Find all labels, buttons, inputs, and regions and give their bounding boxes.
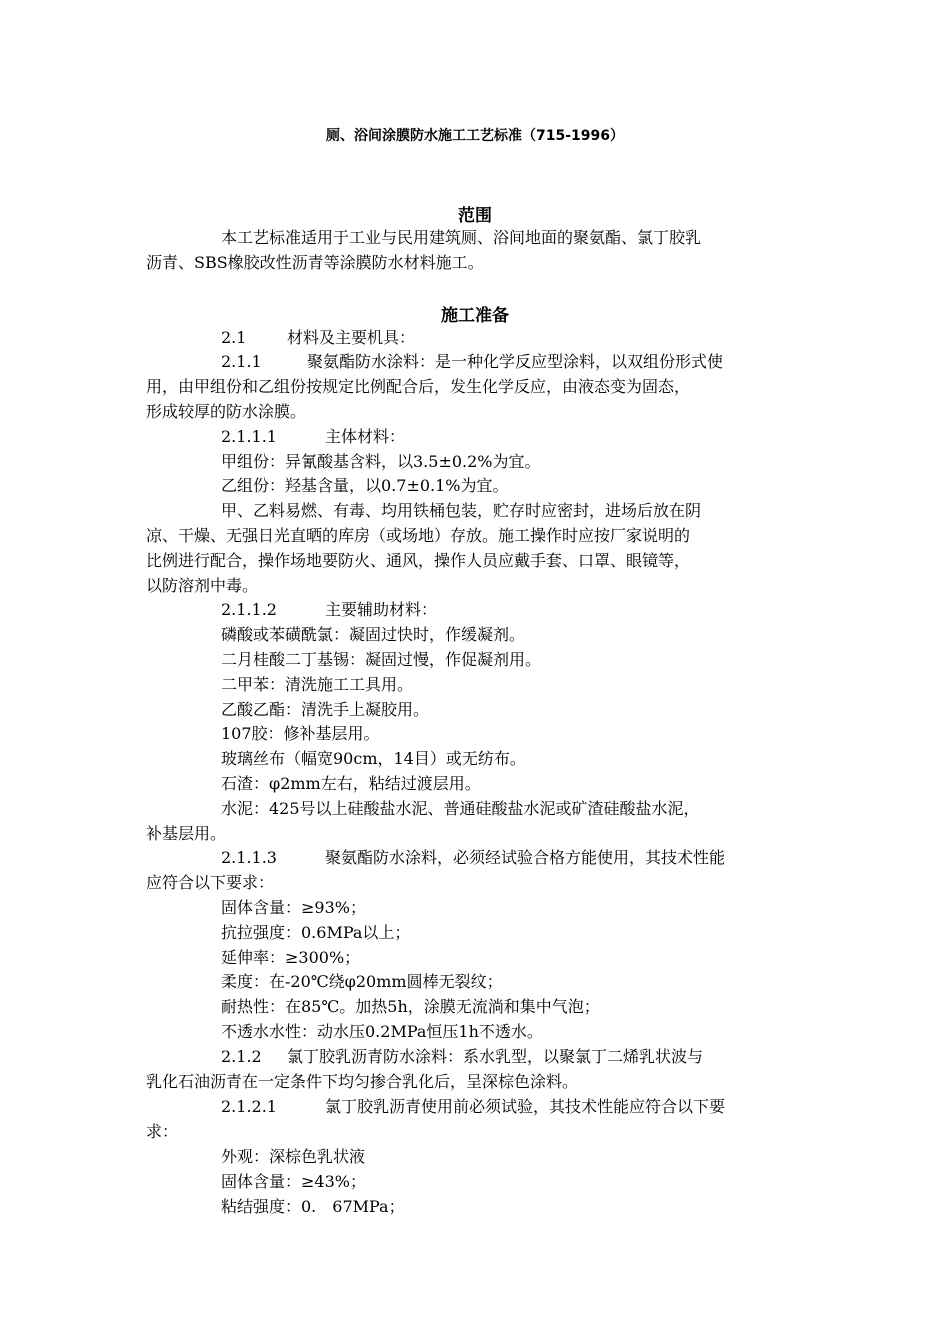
section-heading-scope: 范围 xyxy=(458,206,492,226)
clause-line xyxy=(221,1045,826,1069)
clause-number: 2.1.1 xyxy=(221,352,262,371)
paragraph-line: 抗拉强度：0.6MPa以上； xyxy=(221,923,411,942)
clause-number: 2.1.2 xyxy=(221,1047,262,1066)
document-title: 厕、浴间涂膜防水施工工艺标准（715-1996） xyxy=(326,128,624,144)
paragraph-line: 二月桂酸二丁基锡：凝固过慢，作促凝剂用。 xyxy=(221,650,542,669)
paragraph-line: 固体含量：≥43%； xyxy=(221,1172,366,1191)
paragraph-line: 用，由甲组份和乙组份按规定比例配合后，发生化学反应，由液态变为固态， xyxy=(146,377,691,396)
paragraph-line: 乙酸乙酯：清洗手上凝胶用。 xyxy=(221,700,430,719)
paragraph-line: 石渣：φ2mm左右，粘结过渡层用。 xyxy=(221,774,481,793)
clause-number: 2.1 xyxy=(221,328,247,347)
paragraph-line: 外观：深棕色乳状液 xyxy=(221,1147,366,1166)
paragraph-line: 107胶：修补基层用。 xyxy=(221,724,380,743)
paragraph-line: 乳化石油沥青在一定条件下均匀掺合乳化后，呈深棕色涂料。 xyxy=(146,1072,579,1091)
paragraph-line: 耐热性：在85℃。加热5h，涂膜无流淌和集中气泡； xyxy=(221,997,600,1016)
paragraph-line: 柔度：在-20℃绕φ20mm圆棒无裂纹； xyxy=(221,972,503,991)
paragraph-line: 玻璃丝布（幅宽90cm，14目）或无纺布。 xyxy=(221,749,526,768)
clause-number: 2.1.2.1 xyxy=(221,1097,277,1116)
paragraph-line: 形成较厚的防水涂膜。 xyxy=(146,402,307,421)
paragraph-line: 延伸率：≥300%； xyxy=(221,948,361,967)
clause-number: 2.1.1.3 xyxy=(221,848,277,867)
clause-text: 氯丁胶乳沥青使用前必须试验，其技术性能应符合以下要 xyxy=(325,1097,726,1116)
clause-text: 聚氨酯防水涂料：是一种化学反应型涂料，以双组份形式使 xyxy=(307,352,724,371)
clause-line xyxy=(221,598,826,622)
paragraph-line: 甲、乙料易燃、有毒、均用铁桶包装，贮存时应密封，进场后放在阴 xyxy=(221,501,702,520)
paragraph-line: 不透水水性：动水压0.2MPa恒压1h不透水。 xyxy=(221,1022,543,1041)
clause-line xyxy=(221,425,826,449)
paragraph-line: 沥青、SBS橡胶改性沥青等涂膜防水材料施工。 xyxy=(146,253,484,272)
clause-text: 聚氨酯防水涂料，必须经试验合格方能使用，其技术性能 xyxy=(325,848,726,867)
clause-line xyxy=(221,326,826,350)
paragraph-line: 粘结强度：0. 67MPa； xyxy=(221,1197,405,1216)
paragraph-line: 比例进行配合，操作场地要防火、通风，操作人员应戴手套、口罩、眼镜等， xyxy=(146,551,691,570)
clause-line xyxy=(221,846,826,870)
section-heading-preparation: 施工准备 xyxy=(441,306,509,326)
clause-number: 2.1.1.1 xyxy=(221,427,277,446)
paragraph-line: 固体含量：≥93%； xyxy=(221,898,366,917)
paragraph-line: 补基层用。 xyxy=(146,824,227,843)
paragraph-line: 甲组份：异氰酸基含料，以3.5±0.2%为宜。 xyxy=(221,452,541,471)
clause-text: 主体材料： xyxy=(325,427,406,446)
paragraph-line: 以防溶剂中毒。 xyxy=(146,576,259,595)
clause-line xyxy=(221,350,826,374)
clause-number: 2.1.1.2 xyxy=(221,600,277,619)
paragraph-line: 二甲苯：清洗施工工具用。 xyxy=(221,675,414,694)
paragraph-line: 凉、干燥、无强日光直晒的库房（或场地）存放。施工操作时应按厂家说明的 xyxy=(146,526,691,545)
clause-text: 材料及主要机具： xyxy=(287,328,416,347)
paragraph-line: 磷酸或苯磺酰氯：凝固过快时，作缓凝剂。 xyxy=(221,625,526,644)
clause-text: 氯丁胶乳沥青防水涂料：系水乳型，以聚氯丁二烯乳状波与 xyxy=(287,1047,704,1066)
paragraph-line: 应符合以下要求： xyxy=(146,873,275,892)
paragraph-line: 求： xyxy=(146,1122,179,1141)
paragraph-line: 本工艺标准适用于工业与民用建筑厕、浴间地面的聚氨酯、氯丁胶乳 xyxy=(221,228,702,247)
paragraph-line: 乙组份：羟基含量，以0.7±0.1%为宜。 xyxy=(221,476,509,495)
clause-text: 主要辅助材料： xyxy=(325,600,438,619)
clause-line xyxy=(221,1095,826,1119)
paragraph-line: 水泥：425号以上硅酸盐水泥、普通硅酸盐水泥或矿渣硅酸盐水泥， xyxy=(221,799,700,818)
